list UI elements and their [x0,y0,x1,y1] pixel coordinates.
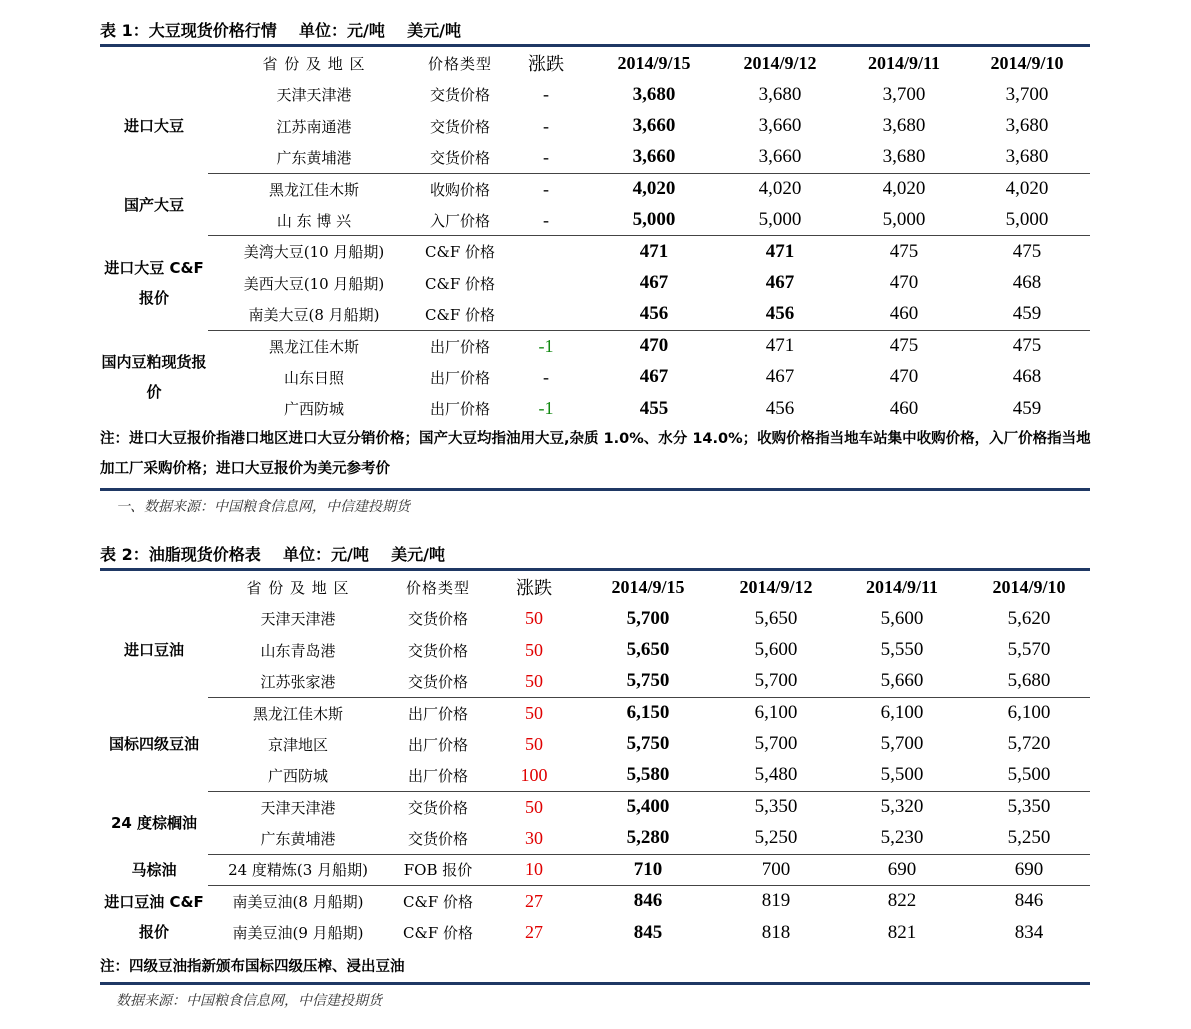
price-type-cell: 出厂价格 [429,400,490,419]
price-type-cell: 交货价格 [407,829,468,848]
price-cell: 5,750 [626,670,670,692]
price-cell: 4,020 [964,173,1090,204]
table-row [100,267,1090,298]
price-cell: 5,000 [882,209,926,230]
category-cell: 进口大豆 [123,117,184,136]
price-cell: 459 [1012,397,1042,419]
price-cell: 459 [1012,303,1042,325]
price-type-cell: 收购价格 [420,173,500,204]
table-row [100,729,1090,760]
table-row [100,823,1090,854]
change-cell: 30 [525,827,543,848]
price-cell: 5,700 [626,607,670,629]
header-date: 2014/9/12 [739,576,813,597]
change-cell [500,299,592,330]
price-cell: 5,500 [880,764,924,786]
price-cell: 690 [836,854,968,885]
price-cell: 4,020 [844,173,964,204]
location-cell: 24 度精炼(3 月船期) [208,854,388,885]
price-cell: 5,700 [880,733,924,755]
header-change: 涨跌 [528,54,564,75]
price-cell: 5,250 [754,827,798,849]
change-cell: 50 [525,733,543,754]
change-cell [500,236,592,267]
price-cell: 471 [716,236,844,267]
table-row [100,634,1090,665]
header-date: 2014/9/10 [990,52,1064,73]
table-row [100,362,1090,393]
location-cell: 江苏张家港 [260,672,336,691]
price-cell: 475 [964,236,1090,267]
price-cell: 5,230 [880,827,924,849]
price-cell: 467 [639,366,669,388]
table-row [100,205,1090,236]
price-cell: 5,350 [716,791,836,822]
header-category-blank [100,571,208,603]
change-cell: - [543,146,549,167]
category-cell: 国内豆粕现货报价 [101,353,207,402]
price-cell: 5,250 [1007,827,1051,849]
change-cell: -1 [500,330,592,361]
table1-source: 一、数据来源：中国粮食信息网，中信建投期货 [116,499,410,515]
price-cell: 5,700 [754,733,798,755]
price-cell: 5,580 [626,764,670,786]
price-cell: 5,650 [626,639,670,661]
price-cell: 6,150 [580,697,716,728]
price-cell: 467 [765,272,795,294]
location-cell: 黑龙江佳木斯 [208,173,420,204]
price-type-cell: 交货价格 [407,641,468,660]
header-date: 2014/9/15 [617,52,691,73]
header-date: 2014/9/11 [865,576,938,597]
header-change: 涨跌 [516,578,552,599]
change-cell: 50 [488,697,580,728]
price-cell: 468 [1012,272,1042,294]
location-cell: 广东黄埔港 [276,148,352,167]
header-date: 2014/9/11 [867,52,940,73]
table-row [100,330,1090,361]
location-cell: 京津地区 [267,735,328,754]
location-cell: 天津天津港 [260,610,336,629]
price-type-cell: C&F 价格 [424,274,495,293]
price-cell: 456 [639,303,669,325]
table1-note: 注：进口大豆报价指港口地区进口大豆分销价格；国产大豆均指油用大豆,杂质 1.0%、水分 14.0%；收购价格指当地车站集中收购价格，入厂价格指当地加工厂采购价格；进口大豆报价为美元参考价 [100,431,1091,477]
table2-note: 注：四级豆油指新颁布国标四级压榨、浸出豆油 [100,959,405,975]
table2-source: 数据来源：中国粮食信息网，中信建投期货 [116,993,382,1009]
category-cell: 24 度棕榈油 [110,813,198,832]
price-cell: 471 [592,236,716,267]
price-cell: 821 [887,921,917,943]
price-cell: 5,350 [968,791,1090,822]
price-cell: 846 [580,886,716,917]
header-date: 2014/9/12 [743,52,817,73]
table1-body [100,47,1090,424]
price-cell: 470 [889,272,919,294]
price-cell: 5,500 [1007,764,1051,786]
price-type-cell: 交货价格 [429,117,490,136]
price-cell: 5,570 [1007,639,1051,661]
price-cell: 5,000 [758,209,802,230]
price-cell: 3,660 [632,115,676,137]
price-cell: 5,650 [754,607,798,629]
price-cell: 3,680 [882,146,926,168]
price-cell: 3,700 [882,83,926,105]
table-row [100,173,1090,204]
location-cell: 美西大豆(10 月船期) [243,274,385,293]
table-row [100,142,1090,173]
change-cell: 50 [525,670,543,691]
price-cell: 6,100 [968,697,1090,728]
table-row [100,886,1090,917]
change-cell: -1 [538,398,554,419]
change-cell: - [543,84,549,105]
table-row [100,760,1090,791]
table1-bottom-rule [100,488,1090,491]
location-cell: 南美豆油(9 月船期) [232,924,364,943]
header-row [100,571,1090,603]
price-type-cell: 交货价格 [407,610,468,629]
location-cell: 广西防城 [283,400,344,419]
price-cell: 460 [889,303,919,325]
price-cell: 5,720 [1007,733,1051,755]
price-cell: 5,400 [580,791,716,822]
header-region: 省 份 及 地 区 [262,54,366,73]
change-cell: - [543,209,549,230]
location-cell: 南美豆油(8 月船期) [208,886,388,917]
price-cell: 5,600 [754,639,798,661]
header-date: 2014/9/15 [611,576,685,597]
price-cell: 471 [716,330,844,361]
table-row [100,236,1090,267]
category-cell: 马棕油 [131,860,177,879]
price-cell: 819 [716,886,836,917]
price-cell: 3,680 [632,83,676,105]
table-row [100,79,1090,110]
table2-title: 表 2：油脂现货价格表 单位：元/吨 美元/吨 [100,545,445,564]
location-cell: 黑龙江佳木斯 [208,330,420,361]
price-type-cell: FOB 报价 [388,854,488,885]
price-type-cell: 入厂价格 [429,211,490,230]
price-cell: 467 [639,272,669,294]
price-type-cell: 出厂价格 [420,330,500,361]
header-price-type: 价格类型 [427,54,492,73]
price-type-cell: 交货价格 [429,148,490,167]
table2-bottom-rule [100,982,1090,985]
change-cell: 50 [525,608,543,629]
location-cell: 美湾大豆(10 月船期) [208,236,420,267]
price-type-cell: 出厂价格 [407,735,468,754]
price-cell: 3,680 [758,83,802,105]
price-cell: 5,600 [880,607,924,629]
price-cell: 846 [968,886,1090,917]
category-cell: 进口大豆 C&F 报价 [104,259,204,308]
price-cell: 5,660 [880,670,924,692]
price-type-cell: C&F 价格 [402,924,473,943]
location-cell: 山东日照 [283,368,344,387]
price-cell: 3,680 [882,115,926,137]
header-price-type: 价格类型 [405,578,470,597]
location-cell: 广西防城 [267,766,328,785]
price-type-cell: 交货价格 [407,672,468,691]
price-cell: 5,280 [626,827,670,849]
change-cell: - [543,366,549,387]
price-cell: 818 [761,921,791,943]
oil-price-table [100,571,1090,948]
change-cell [500,267,592,298]
category-cell: 进口豆油 [123,641,184,660]
price-type-cell: 出厂价格 [388,697,488,728]
price-cell: 5,320 [836,791,968,822]
price-type-cell: 出厂价格 [407,766,468,785]
change-cell: 50 [488,791,580,822]
change-cell: 100 [520,764,548,785]
price-cell: 5,000 [632,209,676,230]
price-cell: 5,550 [880,639,924,661]
table-row [100,791,1090,822]
price-cell: 4,020 [592,173,716,204]
price-cell: 5,700 [754,670,798,692]
price-cell: 5,480 [754,764,798,786]
price-cell: 5,620 [1007,607,1051,629]
location-cell: 南美大豆(8 月船期) [248,305,380,324]
price-cell: 470 [889,366,919,388]
price-type-cell: C&F 价格 [424,305,495,324]
price-cell: 475 [844,236,964,267]
header-region: 省 份 及 地 区 [246,578,350,597]
price-cell: 3,660 [758,115,802,137]
location-cell: 天津天津港 [208,791,388,822]
table-row [100,917,1090,948]
price-cell: 6,100 [716,697,836,728]
category-cell: 进口豆油 C&F 报价 [104,892,204,941]
table-row [100,393,1090,424]
table-row [100,299,1090,330]
location-cell: 天津天津港 [276,86,352,105]
price-cell: 822 [836,886,968,917]
price-cell: 456 [765,303,795,325]
price-cell: 455 [639,397,669,419]
change-cell: - [543,115,549,136]
price-cell: 845 [633,921,663,943]
location-cell: 黑龙江佳木斯 [208,697,388,728]
table-row [100,110,1090,141]
header-date: 2014/9/10 [992,576,1066,597]
change-cell: 50 [525,639,543,660]
price-cell: 456 [765,397,795,419]
price-cell: 475 [964,330,1090,361]
header-category-blank [100,47,208,79]
price-cell: 475 [844,330,964,361]
price-cell: 710 [580,854,716,885]
price-cell: 468 [1012,366,1042,388]
price-type-cell: C&F 价格 [388,886,488,917]
price-cell: 3,660 [632,146,676,168]
price-cell: 470 [592,330,716,361]
price-cell: 3,660 [758,146,802,168]
price-cell: 467 [765,366,795,388]
change-cell: 27 [488,886,580,917]
price-cell: 6,100 [836,697,968,728]
price-cell: 3,680 [1005,146,1049,168]
soybean-price-table [100,47,1090,424]
price-type-cell: 交货价格 [388,791,488,822]
price-cell: 460 [889,397,919,419]
table2-body [100,571,1090,948]
price-cell: 4,020 [716,173,844,204]
category-cell: 国产大豆 [123,195,184,214]
price-cell: 700 [716,854,836,885]
table-row [100,854,1090,885]
price-cell: 3,700 [1005,83,1049,105]
location-cell: 山 东 博 兴 [276,211,352,230]
table-row [100,666,1090,697]
price-type-cell: 交货价格 [429,86,490,105]
change-cell: 10 [488,854,580,885]
table-row [100,697,1090,728]
change-cell: 27 [525,922,543,943]
price-type-cell: 出厂价格 [429,368,490,387]
price-cell: 5,750 [626,733,670,755]
location-cell: 广东黄埔港 [260,829,336,848]
location-cell: 江苏南通港 [276,117,352,136]
price-cell: 834 [1014,921,1044,943]
price-cell: 690 [968,854,1090,885]
header-row [100,47,1090,79]
price-cell: 5,680 [1007,670,1051,692]
table-row [100,603,1090,634]
category-cell: 国标四级豆油 [108,735,199,754]
location-cell: 山东青岛港 [260,641,336,660]
table1-title: 表 1：大豆现货价格行情 单位：元/吨 美元/吨 [100,21,461,40]
price-cell: 3,680 [1005,115,1049,137]
price-cell: 5,000 [1005,209,1049,230]
price-type-cell: C&F 价格 [420,236,500,267]
change-cell: - [500,173,592,204]
